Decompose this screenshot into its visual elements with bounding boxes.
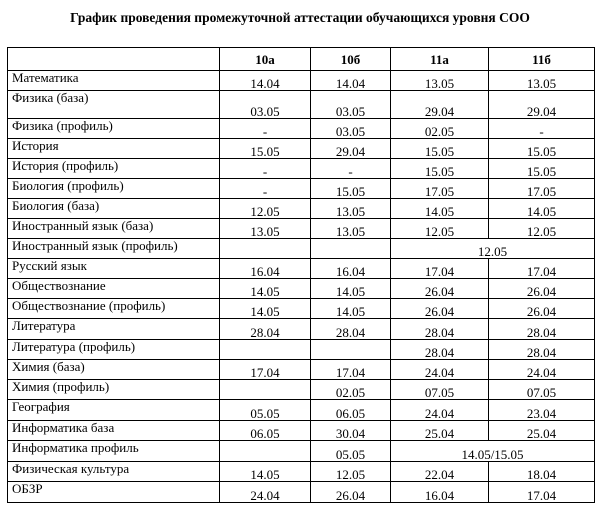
- date-cell-11b: 12.05: [489, 219, 595, 239]
- date-cell-11a: 24.04: [391, 400, 489, 421]
- subject-cell: Обществознание: [8, 279, 220, 299]
- date-cell-10a: 14.05: [220, 299, 311, 319]
- table-row: [8, 259, 595, 279]
- date-cell-11-merged: 14.05/15.05: [391, 441, 595, 462]
- date-cell-10b: 12.05: [311, 462, 391, 482]
- page-title: График проведения промежуточной аттестации обучающихся уровня СОО: [70, 10, 530, 25]
- date-cell-10b: 14.04: [311, 71, 391, 91]
- date-cell-10b: -: [311, 159, 391, 179]
- date-cell-10b: 14.05: [311, 279, 391, 299]
- subject-cell: Физика (база): [8, 91, 220, 119]
- subject-cell: Биология (профиль): [8, 179, 220, 199]
- subject-cell: Литература (профиль): [8, 340, 220, 360]
- date-cell-11a: 28.04: [391, 319, 489, 340]
- date-cell-11a: 28.04: [391, 340, 489, 360]
- subject-cell: ОБЗР: [8, 482, 220, 503]
- date-cell-11b: 14.05: [489, 199, 595, 219]
- subject-cell: Химия (профиль): [8, 380, 220, 400]
- table-row: [8, 340, 595, 360]
- date-cell-11b: 28.04: [489, 319, 595, 340]
- date-cell-11-merged: 12.05: [391, 239, 595, 259]
- date-cell-10a: -: [220, 159, 311, 179]
- date-cell-11b: 17.04: [489, 482, 595, 503]
- date-cell-10a: 14.04: [220, 71, 311, 91]
- date-cell-10a: 14.05: [220, 462, 311, 482]
- subject-cell: Биология (база): [8, 199, 220, 219]
- date-cell-10b: 03.05: [311, 91, 391, 119]
- subject-cell: География: [8, 400, 220, 421]
- date-cell-11a: 29.04: [391, 91, 489, 119]
- date-cell-11b: 23.04: [489, 400, 595, 421]
- table-row: [8, 441, 595, 462]
- table-row: [8, 239, 595, 259]
- date-cell-10a: 16.04: [220, 259, 311, 279]
- schedule-table: [7, 47, 595, 503]
- date-cell-10a: [220, 340, 311, 360]
- subject-cell: Физическая культура: [8, 462, 220, 482]
- table-row: [8, 139, 595, 159]
- column-header-subject: [8, 48, 220, 71]
- date-cell-11b: 17.05: [489, 179, 595, 199]
- date-cell-11a: 16.04: [391, 482, 489, 503]
- subject-cell: Иностранный язык (база): [8, 219, 220, 239]
- date-cell-10a: 12.05: [220, 199, 311, 219]
- date-cell-11a: 14.05: [391, 199, 489, 219]
- date-cell-11a: 26.04: [391, 279, 489, 299]
- subject-cell: Обществознание (профиль): [8, 299, 220, 319]
- date-cell-10a: 17.04: [220, 360, 311, 380]
- date-cell-10b: 17.04: [311, 360, 391, 380]
- date-cell-11a: 15.05: [391, 139, 489, 159]
- table-row: [8, 360, 595, 380]
- table-row: [8, 279, 595, 299]
- date-cell-10b: 03.05: [311, 119, 391, 139]
- date-cell-11b: 25.04: [489, 421, 595, 441]
- date-cell-11a: 12.05: [391, 219, 489, 239]
- date-cell-11a: 25.04: [391, 421, 489, 441]
- date-cell-11a: 02.05: [391, 119, 489, 139]
- table-row: [8, 71, 595, 91]
- date-cell-10b: [311, 239, 391, 259]
- date-cell-11b: 29.04: [489, 91, 595, 119]
- column-header-11a: 11а: [391, 48, 489, 71]
- table-row: [8, 380, 595, 400]
- date-cell-10a: 05.05: [220, 400, 311, 421]
- date-cell-10b: 26.04: [311, 482, 391, 503]
- subject-cell: Информатика профиль: [8, 441, 220, 462]
- date-cell-11a: 22.04: [391, 462, 489, 482]
- date-cell-11b: 15.05: [489, 159, 595, 179]
- subject-cell: Русский язык: [8, 259, 220, 279]
- date-cell-10b: 28.04: [311, 319, 391, 340]
- table-row: [8, 299, 595, 319]
- date-cell-11b: -: [489, 119, 595, 139]
- table-row: [8, 199, 595, 219]
- date-cell-11b: 07.05: [489, 380, 595, 400]
- date-cell-10b: 30.04: [311, 421, 391, 441]
- subject-cell: Математика: [8, 71, 220, 91]
- date-cell-10a: -: [220, 179, 311, 199]
- date-cell-11a: 15.05: [391, 159, 489, 179]
- date-cell-11b: 18.04: [489, 462, 595, 482]
- date-cell-11b: 13.05: [489, 71, 595, 91]
- table-header-row: [8, 48, 595, 71]
- date-cell-10a: 03.05: [220, 91, 311, 119]
- date-cell-11a: 24.04: [391, 360, 489, 380]
- date-cell-10b: 13.05: [311, 199, 391, 219]
- date-cell-11a: 13.05: [391, 71, 489, 91]
- subject-cell: Литература: [8, 319, 220, 340]
- date-cell-11a: 17.04: [391, 259, 489, 279]
- date-cell-11b: 24.04: [489, 360, 595, 380]
- table-row: [8, 421, 595, 441]
- date-cell-10a: [220, 441, 311, 462]
- table-row: [8, 462, 595, 482]
- table-row: [8, 159, 595, 179]
- date-cell-11a: 26.04: [391, 299, 489, 319]
- date-cell-10b: 29.04: [311, 139, 391, 159]
- subject-cell: История (профиль): [8, 159, 220, 179]
- date-cell-11a: 17.05: [391, 179, 489, 199]
- date-cell-10a: 24.04: [220, 482, 311, 503]
- date-cell-10b: 13.05: [311, 219, 391, 239]
- column-header-11b: 11б: [489, 48, 595, 71]
- date-cell-10b: [311, 340, 391, 360]
- date-cell-11b: 15.05: [489, 139, 595, 159]
- column-header-10a: 10а: [220, 48, 311, 71]
- date-cell-11b: 26.04: [489, 279, 595, 299]
- table-row: [8, 319, 595, 340]
- column-header-10b: 10б: [311, 48, 391, 71]
- table-row: [8, 119, 595, 139]
- date-cell-10b: 14.05: [311, 299, 391, 319]
- table-row: [8, 179, 595, 199]
- date-cell-10b: 16.04: [311, 259, 391, 279]
- table-row: [8, 91, 595, 119]
- table-row: [8, 482, 595, 503]
- date-cell-10b: 02.05: [311, 380, 391, 400]
- date-cell-10b: 06.05: [311, 400, 391, 421]
- date-cell-10a: 28.04: [220, 319, 311, 340]
- table-row: [8, 400, 595, 421]
- date-cell-10a: 15.05: [220, 139, 311, 159]
- date-cell-10a: 13.05: [220, 219, 311, 239]
- subject-cell: История: [8, 139, 220, 159]
- table-row: [8, 219, 595, 239]
- date-cell-10a: 14.05: [220, 279, 311, 299]
- date-cell-11b: 28.04: [489, 340, 595, 360]
- subject-cell: Информатика база: [8, 421, 220, 441]
- date-cell-10a: [220, 380, 311, 400]
- date-cell-11b: 17.04: [489, 259, 595, 279]
- date-cell-10a: 06.05: [220, 421, 311, 441]
- subject-cell: Химия (база): [8, 360, 220, 380]
- date-cell-10b: 05.05: [311, 441, 391, 462]
- date-cell-10b: 15.05: [311, 179, 391, 199]
- date-cell-10a: [220, 239, 311, 259]
- date-cell-11a: 07.05: [391, 380, 489, 400]
- subject-cell: Физика (профиль): [8, 119, 220, 139]
- date-cell-11b: 26.04: [489, 299, 595, 319]
- date-cell-10a: -: [220, 119, 311, 139]
- subject-cell: Иностранный язык (профиль): [8, 239, 220, 259]
